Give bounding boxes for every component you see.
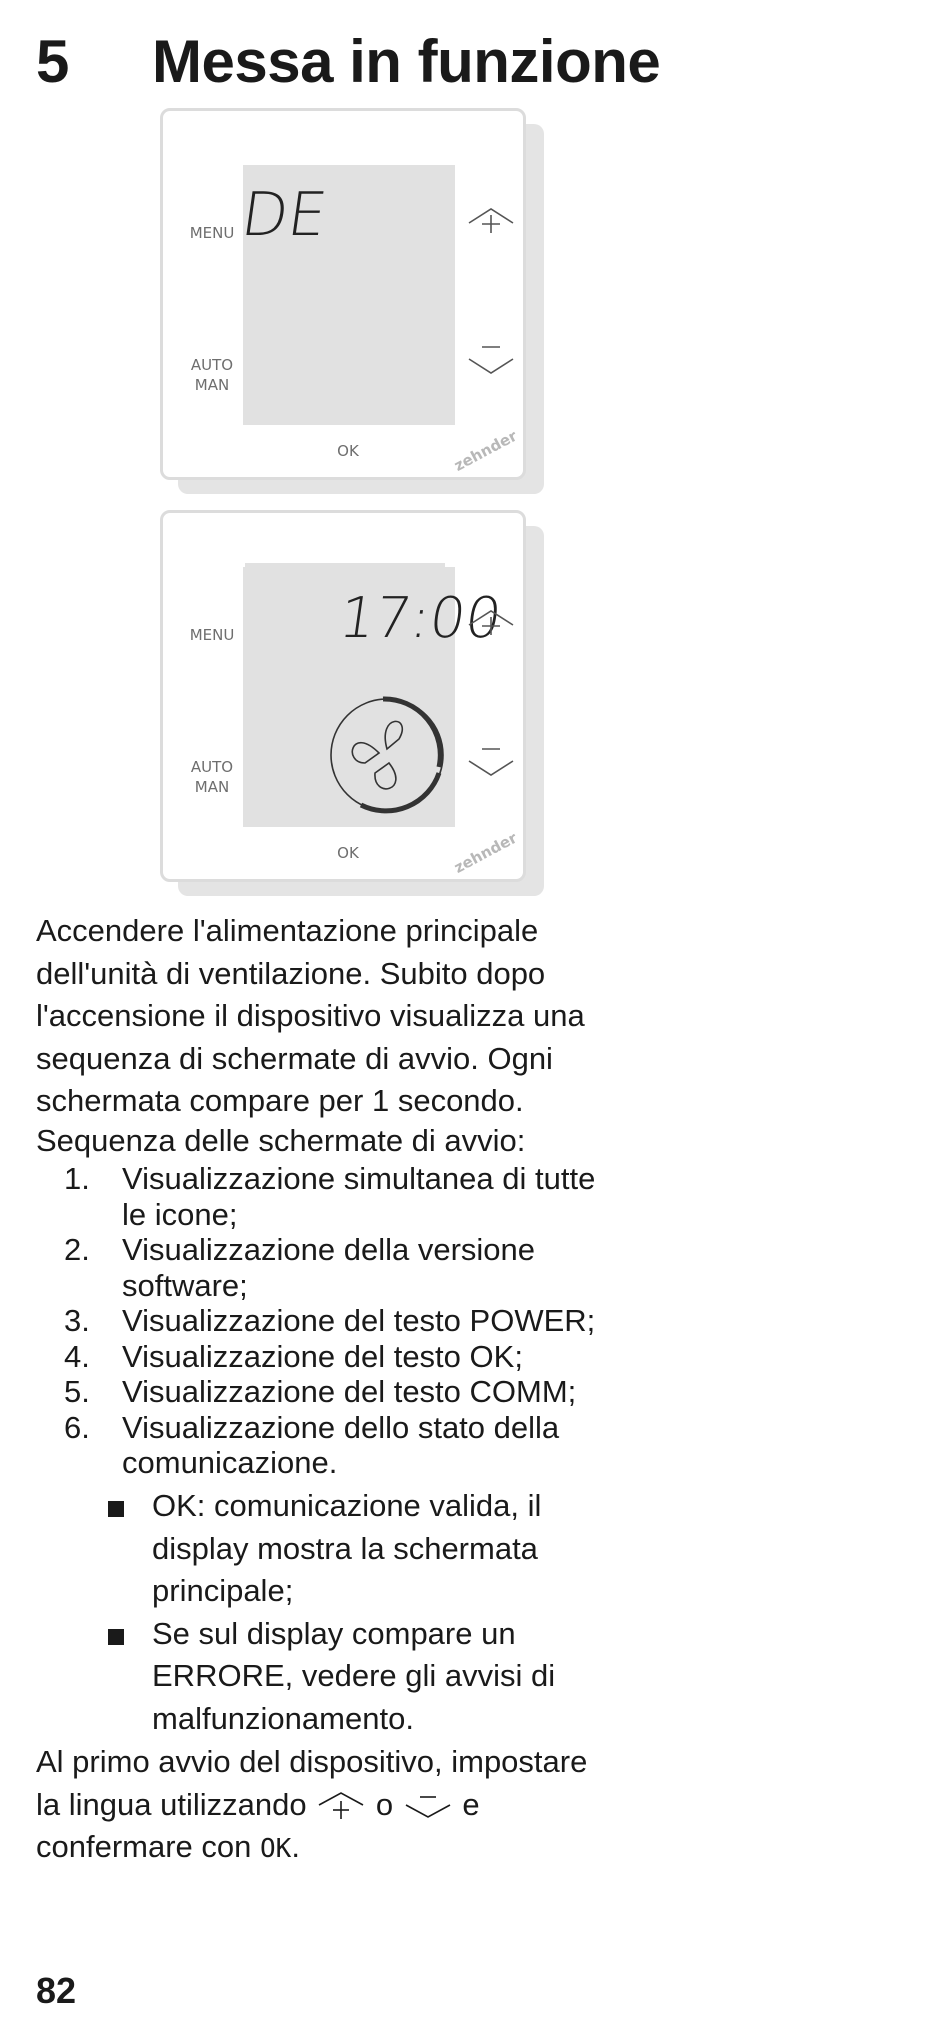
brand-logo (443, 813, 523, 877)
step-number: 5. (64, 1374, 90, 1409)
up-down-buttons (463, 201, 523, 391)
device-illustration-main-screen (160, 510, 540, 898)
intro-line: schermata compare per 1 secondo. (36, 1083, 524, 1118)
menu-label: MENU (189, 626, 235, 644)
ok-label: OK (337, 844, 359, 862)
device-body (160, 108, 526, 480)
step-number: 1. (64, 1161, 90, 1196)
final-text: o (375, 1786, 394, 1822)
section-title: Messa in funzione (152, 27, 661, 95)
startup-steps-list (36, 1161, 676, 1481)
device-illustration-language (160, 108, 540, 496)
step-number: 3. (64, 1303, 90, 1338)
list-item (36, 1485, 676, 1613)
auto-label: AUTO (190, 758, 234, 776)
final-line (36, 1784, 587, 1827)
bullet-text: malfunzionamento. (152, 1700, 414, 1736)
bullet-text: display mostra la schermata (152, 1530, 538, 1566)
square-bullet-icon (108, 1501, 124, 1517)
ok-label: OK (337, 442, 359, 460)
intro-paragraph (36, 910, 585, 1123)
brand-logo (443, 411, 523, 475)
man-label: MAN (194, 376, 230, 394)
step-number: 6. (64, 1409, 90, 1445)
list-item (36, 1374, 676, 1410)
final-line: Al primo avvio del dispositivo, impostare (36, 1744, 588, 1779)
final-text: la lingua utilizzando (36, 1786, 307, 1822)
svg-text:zehnder: zehnder (450, 828, 520, 877)
intro-line: Accendere l'alimentazione principale (36, 913, 539, 948)
final-text: . (291, 1829, 300, 1864)
step-text: Visualizzazione della versione (122, 1232, 536, 1267)
final-line (36, 1826, 587, 1869)
ok-symbol: OK (260, 1834, 292, 1864)
bullet-text: ERRORE, vedere gli avvisi di (152, 1658, 556, 1693)
sequence-title: Sequenza delle schermate di avvio: (36, 1123, 526, 1158)
fan-icon (331, 699, 443, 811)
lcd-main-readout (243, 567, 506, 827)
device-body (160, 510, 526, 882)
step-number: 4. (64, 1338, 90, 1374)
square-bullet-icon (108, 1629, 124, 1645)
lcd-language-readout (237, 165, 455, 425)
step-text: Visualizzazione del testo OK; (122, 1338, 523, 1374)
step-text: software; (122, 1267, 248, 1303)
section-heading (36, 26, 660, 96)
bullet-text: OK: comunicazione valida, il (152, 1488, 542, 1523)
bullet-text: principale; (152, 1573, 294, 1608)
down-minus-icon (402, 1789, 454, 1823)
intro-line: l'accensione il dispositivo visualizza una (36, 998, 585, 1033)
down-minus-icon (469, 749, 513, 775)
list-item (36, 1613, 676, 1741)
final-text: e (462, 1786, 480, 1822)
menu-label: MENU (189, 224, 235, 242)
page-number: 82 (36, 1970, 77, 2011)
up-down-buttons (463, 603, 523, 793)
list-item (36, 1339, 676, 1375)
list-item (36, 1303, 676, 1339)
bullet-text: Se sul display compare un (152, 1615, 516, 1651)
communication-status-list (36, 1485, 676, 1740)
svg-text:zehnder: zehnder (450, 426, 520, 475)
step-number: 2. (64, 1232, 90, 1267)
step-text: comunicazione. (122, 1445, 338, 1480)
step-text: Visualizzazione simultanea di tutte (122, 1161, 596, 1196)
list-item (36, 1232, 676, 1303)
list-item (36, 1410, 676, 1481)
man-label: MAN (194, 778, 230, 796)
step-text: Visualizzazione del testo COMM; (122, 1374, 577, 1409)
step-text: le icone; (122, 1196, 238, 1232)
down-minus-icon (469, 347, 513, 373)
up-plus-icon (469, 611, 513, 635)
intro-line: sequenza di schermate di avvio. Ogni (36, 1040, 553, 1076)
final-text: confermare con (36, 1829, 252, 1864)
auto-man-label (179, 355, 245, 395)
auto-man-label (179, 757, 245, 797)
intro-line: dell'unità di ventilazione. Subito dopo (36, 955, 546, 991)
up-plus-icon (469, 209, 513, 233)
list-item (36, 1161, 676, 1232)
svg-text:DE: DE (237, 180, 331, 250)
final-paragraph (36, 1741, 587, 1869)
svg-text:17:00: 17:00 (335, 586, 506, 651)
auto-label: AUTO (190, 356, 234, 374)
up-plus-icon (315, 1789, 367, 1823)
section-number: 5 (36, 27, 69, 95)
step-text: Visualizzazione dello stato della (122, 1409, 560, 1445)
step-text: Visualizzazione del testo POWER; (122, 1303, 596, 1338)
